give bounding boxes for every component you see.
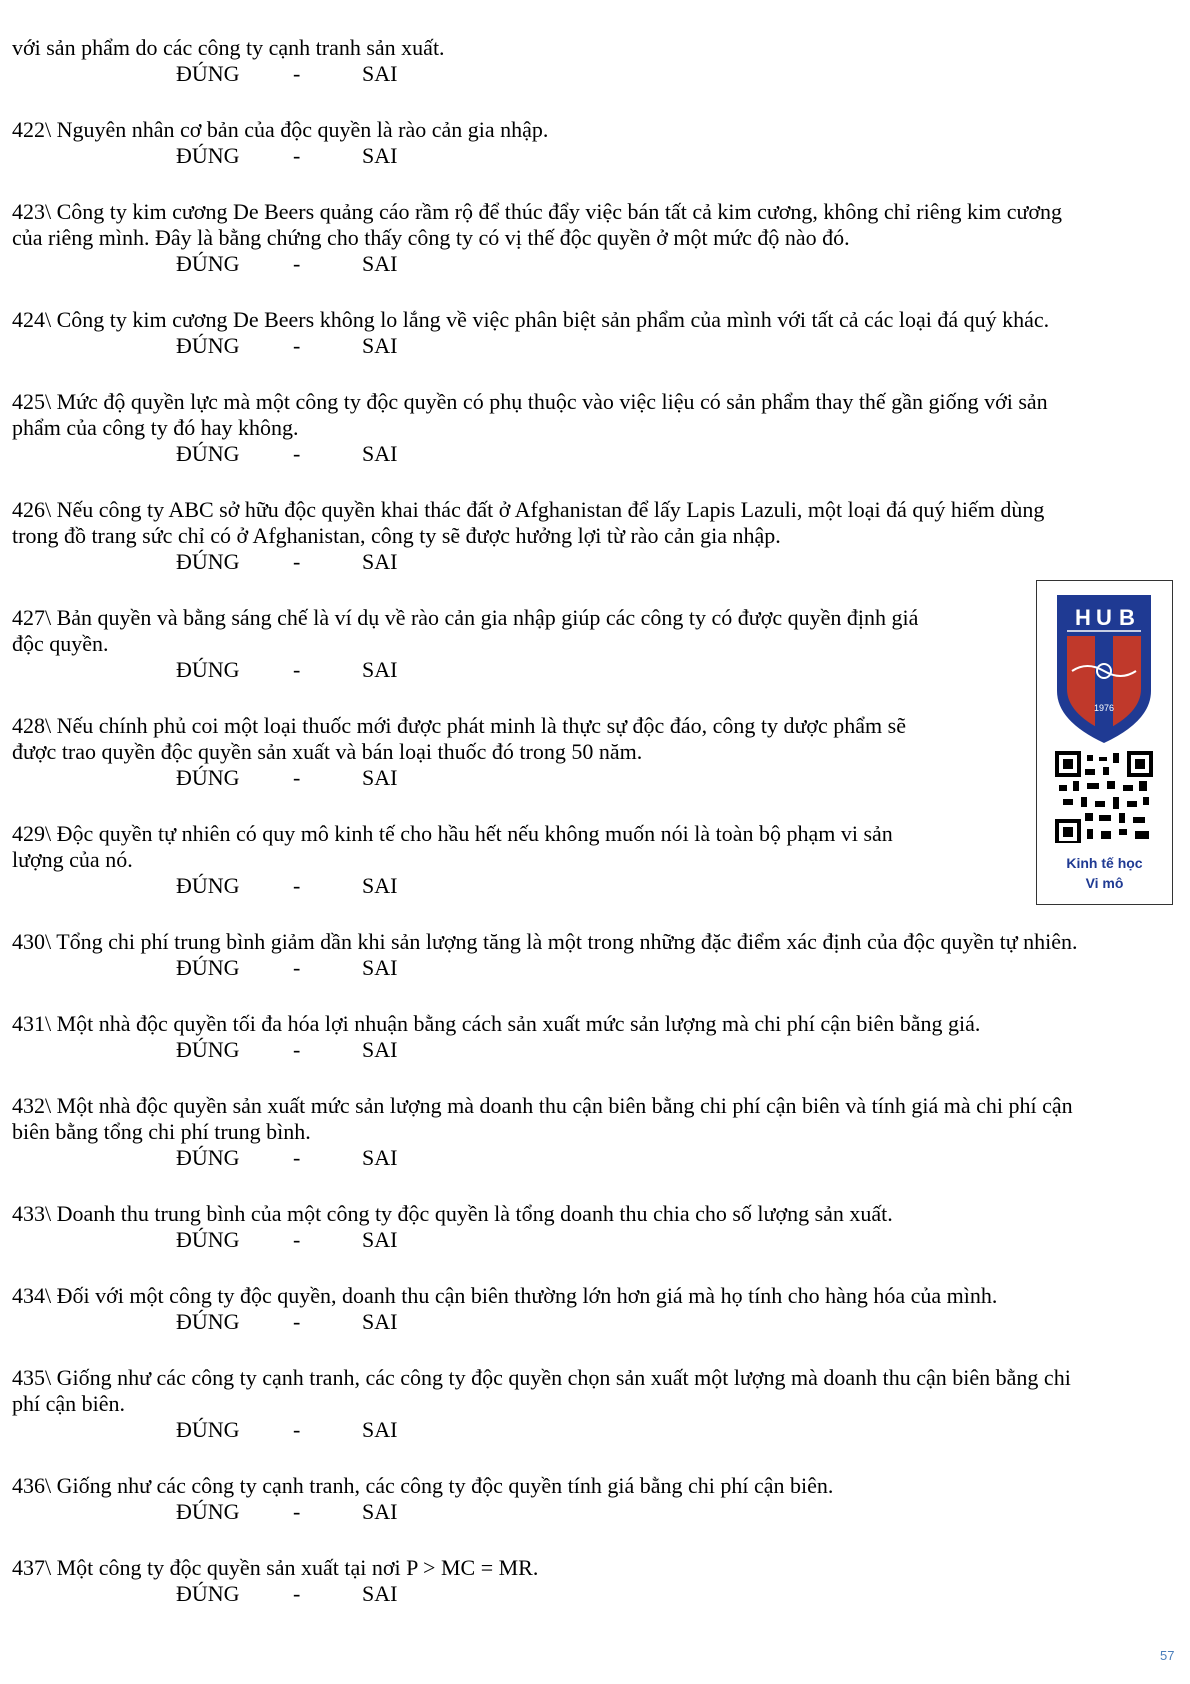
option-false: SAI (362, 143, 398, 168)
question-text-line: 431\ Một nhà độc quyền tối đa hóa lợi nhuận bằng cách sản xuất mức sản lượng mà chi phí cận biên bằng giá. (12, 1011, 981, 1036)
option-false: SAI (362, 1499, 398, 1524)
question-text-line: trong đồ trang sức chỉ có ở Afghanistan, công ty sẽ được hưởng lợi từ rào cản gia nhập. (12, 523, 781, 548)
question-text-line: 423\ Công ty kim cương De Beers quảng cáo rầm rộ để thúc đẩy việc bán tất cả kim cương, không chỉ riêng kim cương (12, 199, 1063, 224)
option-false: SAI (362, 1309, 398, 1334)
option-true: ĐÚNG (176, 333, 240, 358)
logo-year: 1976 (1093, 703, 1115, 713)
question-text-line: 427\ Bản quyền và bằng sáng chế là ví dụ về rào cản gia nhập giúp các công ty có được quyền định giá (12, 605, 919, 630)
option-separator: - (293, 333, 301, 358)
option-false: SAI (362, 955, 398, 980)
question-text-line: 436\ Giống như các công ty cạnh tranh, các công ty độc quyền tính giá bằng chi phí cận biên. (12, 1473, 834, 1498)
question-text-line: 435\ Giống như các công ty cạnh tranh, các công ty độc quyền chọn sản xuất một lượng mà doanh thu cận biên bằng chi (12, 1365, 1071, 1390)
option-separator: - (293, 1581, 301, 1606)
hub-logo-card (1036, 580, 1173, 905)
option-false: SAI (362, 1037, 398, 1062)
option-separator: - (293, 61, 301, 86)
option-true: ĐÚNG (176, 1145, 240, 1170)
option-true: ĐÚNG (176, 765, 240, 790)
option-false: SAI (362, 1145, 398, 1170)
option-true: ĐÚNG (176, 1417, 240, 1442)
question-text-line: phí cận biên. (12, 1391, 126, 1416)
option-false: SAI (362, 1227, 398, 1252)
option-true: ĐÚNG (176, 549, 240, 574)
option-false: SAI (362, 1581, 398, 1606)
question-text-line: lượng của nó. (12, 847, 133, 872)
option-true: ĐÚNG (176, 1499, 240, 1524)
option-true: ĐÚNG (176, 441, 240, 466)
question-text-line: biên bằng tổng chi phí trung bình. (12, 1119, 311, 1144)
option-true: ĐÚNG (176, 143, 240, 168)
option-true: ĐÚNG (176, 61, 240, 86)
option-separator: - (293, 1417, 301, 1442)
option-true: ĐÚNG (176, 873, 240, 898)
logo-letter-h: H (1075, 605, 1091, 630)
question-text-line: 433\ Doanh thu trung bình của một công ty độc quyền là tổng doanh thu chia cho số lượng sản xuất. (12, 1201, 893, 1226)
question-text-line: 424\ Công ty kim cương De Beers không lo lắng về việc phân biệt sản phẩm của mình với tất cả các loại đá quý khác. (12, 307, 1050, 332)
option-separator: - (293, 143, 301, 168)
option-separator: - (293, 873, 301, 898)
option-false: SAI (362, 61, 398, 86)
option-true: ĐÚNG (176, 1581, 240, 1606)
option-false: SAI (362, 549, 398, 574)
option-false: SAI (362, 1417, 398, 1442)
option-separator: - (293, 765, 301, 790)
option-true: ĐÚNG (176, 1309, 240, 1334)
question-text-line: 428\ Nếu chính phủ coi một loại thuốc mới được phát minh là thực sự độc đáo, công ty dược phẩm sẽ (12, 713, 906, 738)
qr-code-icon (1057, 753, 1151, 843)
question-text-line: của riêng mình. Đây là bằng chứng cho thấy công ty có vị thế độc quyền ở một mức độ nào đó. (12, 225, 850, 250)
question-text-line: phẩm của công ty đó hay không. (12, 415, 299, 440)
option-separator: - (293, 1037, 301, 1062)
question-text-line: 429\ Độc quyền tự nhiên có quy mô kinh tế cho hầu hết nếu không muốn nói là toàn bộ phạm vi sản (12, 821, 893, 846)
question-text-line: với sản phẩm do các công ty cạnh tranh sản xuất. (12, 35, 445, 60)
question-text-line: 437\ Một công ty độc quyền sản xuất tại nơi P > MC = MR. (12, 1555, 539, 1580)
question-text-line: 434\ Đối với một công ty độc quyền, doanh thu cận biên thường lớn hơn giá mà họ tính cho hàng hóa của mình. (12, 1283, 998, 1308)
option-false: SAI (362, 251, 398, 276)
page-number: 57 (1160, 1648, 1175, 1663)
option-separator: - (293, 657, 301, 682)
option-separator: - (293, 549, 301, 574)
option-false: SAI (362, 657, 398, 682)
option-separator: - (293, 251, 301, 276)
question-text-line: 432\ Một nhà độc quyền sản xuất mức sản lượng mà doanh thu cận biên bằng chi phí cận biên và tính giá mà chi phí cận (12, 1093, 1073, 1118)
option-false: SAI (362, 333, 398, 358)
question-text-line: được trao quyền độc quyền sản xuất và bán loại thuốc đó trong 50 năm. (12, 739, 643, 764)
logo-caption (1037, 853, 1172, 893)
question-text-line: 426\ Nếu công ty ABC sở hữu độc quyền khai thác đất ở Afghanistan để lấy Lapis Lazuli, một loại đá quý hiếm dùng (12, 497, 1045, 522)
option-true: ĐÚNG (176, 955, 240, 980)
option-false: SAI (362, 441, 398, 466)
logo-letter-b: B (1119, 605, 1135, 630)
option-false: SAI (362, 873, 398, 898)
option-separator: - (293, 1145, 301, 1170)
option-separator: - (293, 1499, 301, 1524)
hub-shield-logo (1037, 581, 1171, 843)
option-separator: - (293, 1309, 301, 1334)
question-text-line: 422\ Nguyên nhân cơ bản của độc quyền là rào cản gia nhập. (12, 117, 549, 142)
option-true: ĐÚNG (176, 1227, 240, 1252)
option-separator: - (293, 1227, 301, 1252)
option-true: ĐÚNG (176, 657, 240, 682)
logo-caption-line1: Kinh tế học (1066, 855, 1143, 871)
option-separator: - (293, 441, 301, 466)
option-false: SAI (362, 765, 398, 790)
option-separator: - (293, 955, 301, 980)
logo-caption-line2: Vi mô (1085, 875, 1124, 891)
logo-letter-u: U (1096, 605, 1112, 630)
question-text-line: độc quyền. (12, 631, 109, 656)
question-text-line: 425\ Mức độ quyền lực mà một công ty độc quyền có phụ thuộc vào việc liệu có sản phẩm thay thế gần giống với sản (12, 389, 1048, 414)
option-true: ĐÚNG (176, 251, 240, 276)
question-text-line: 430\ Tổng chi phí trung bình giảm dần khi sản lượng tăng là một trong những đặc điểm xác định của độc quyền tự nhiên. (12, 929, 1078, 954)
option-true: ĐÚNG (176, 1037, 240, 1062)
